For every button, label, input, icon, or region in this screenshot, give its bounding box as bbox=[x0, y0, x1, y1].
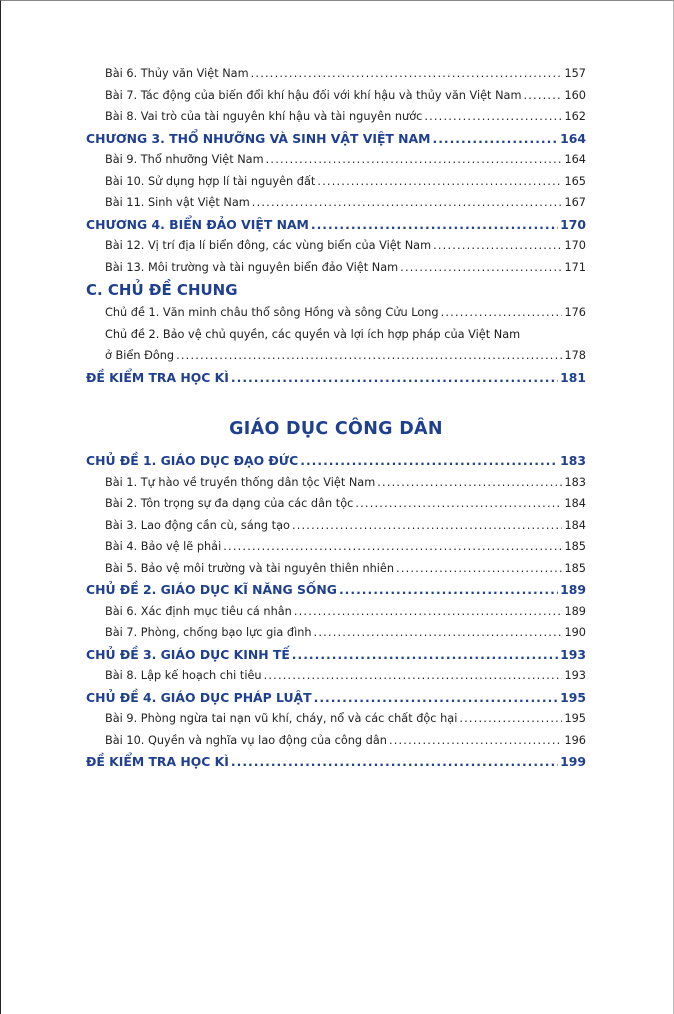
toc-leader-dots bbox=[400, 257, 562, 279]
toc-entry-title: Bài 13. Môi trường và tài nguyên biển đảo Việt Nam bbox=[105, 260, 399, 274]
toc-page-number: 176 bbox=[564, 306, 586, 319]
toc-page-number: 183 bbox=[560, 453, 586, 468]
toc-page-number: 170 bbox=[564, 239, 586, 252]
toc-leader-dots bbox=[314, 622, 563, 644]
toc-entry bbox=[86, 171, 586, 193]
toc-page-number: 181 bbox=[560, 369, 586, 385]
toc-page-number: 193 bbox=[560, 646, 586, 662]
toc-entry-title: Bài 8. Vai trò của tài nguyên khí hậu và tài nguyên nước bbox=[105, 110, 423, 123]
toc-heading bbox=[86, 579, 586, 601]
toc-leader-dots bbox=[355, 493, 562, 515]
toc-entry-title: Bài 9. Thổ nhưỡng Việt Nam bbox=[105, 153, 264, 166]
toc-entry-title: Bài 10. Quyền và nghĩa vụ lao động của công dân bbox=[105, 733, 387, 747]
toc-entry bbox=[86, 302, 586, 324]
toc-part-geography bbox=[86, 63, 586, 388]
toc-leader-dots bbox=[223, 536, 562, 558]
toc-entry bbox=[86, 708, 586, 730]
toc-part-civics bbox=[86, 450, 586, 773]
toc-entry bbox=[86, 192, 586, 214]
toc-entry bbox=[86, 106, 586, 128]
toc-entry bbox=[86, 472, 586, 494]
toc-heading bbox=[86, 687, 586, 709]
toc-leader-dots bbox=[317, 171, 562, 193]
toc-entry-title: Bài 6. Thủy văn Việt Nam bbox=[105, 67, 249, 80]
section-title: GIÁO DỤC CÔNG DÂN bbox=[229, 419, 443, 439]
toc-entry-title: Chủ đề 2. Bảo vệ chủ quyền, các quyền và lợi ích hợp pháp của Việt Nam bbox=[105, 327, 521, 341]
toc-entry-title: CHỦ ĐỀ 3. GIÁO DỤC KINH TẾ bbox=[86, 646, 290, 662]
toc-leader-dots bbox=[294, 601, 563, 623]
toc-entry bbox=[86, 63, 586, 85]
toc-entry-title: Bài 3. Lao động cần cù, sáng tạo bbox=[105, 518, 290, 532]
toc-leader-dots bbox=[523, 85, 562, 107]
toc-entry-title: ở Biển Đông bbox=[105, 349, 175, 362]
toc-page-number: 167 bbox=[564, 196, 586, 209]
toc-leader-dots bbox=[231, 367, 558, 389]
table-of-contents bbox=[86, 63, 586, 773]
toc-heading bbox=[86, 214, 586, 236]
toc-entry-title: Bài 1. Tự hào về truyền thống dân tộc Việt Nam bbox=[105, 475, 376, 489]
toc-leader-dots bbox=[441, 302, 563, 324]
toc-leader-dots bbox=[396, 558, 562, 580]
toc-leader-dots bbox=[377, 472, 562, 494]
toc-entry-title: Bài 4. Bảo vệ lẽ phải bbox=[105, 540, 222, 553]
toc-heading bbox=[86, 367, 586, 389]
toc-leader-dots bbox=[424, 106, 562, 128]
toc-entry bbox=[86, 324, 586, 346]
toc-page-number: 164 bbox=[564, 153, 586, 166]
toc-entry-title: CHỦ ĐỀ 4. GIÁO DỤC PHÁP LUẬT bbox=[86, 689, 312, 705]
toc-leader-dots bbox=[252, 192, 563, 214]
toc-page-number: 195 bbox=[564, 712, 586, 725]
toc-leader-dots bbox=[432, 128, 558, 150]
toc-heading bbox=[86, 128, 586, 150]
toc-leader-dots bbox=[300, 450, 558, 472]
toc-leader-dots bbox=[433, 235, 562, 257]
toc-entry bbox=[86, 622, 586, 644]
toc-entry-title: Bài 12. Vị trí địa lí biển đông, các vùng biển của Việt Nam bbox=[105, 239, 432, 252]
toc-page-number: 165 bbox=[564, 174, 586, 188]
toc-page-number: 196 bbox=[564, 733, 586, 747]
toc-page-number: 185 bbox=[564, 540, 586, 553]
toc-entry-title: Bài 7. Phòng, chống bạo lực gia đình bbox=[105, 626, 312, 639]
toc-heading bbox=[86, 450, 586, 472]
toc-entry-title: ĐỀ KIỂM TRA HỌC KÌ bbox=[86, 369, 229, 385]
toc-leader-dots bbox=[459, 708, 562, 730]
toc-leader-dots bbox=[292, 644, 558, 666]
toc-page-number: 157 bbox=[564, 67, 586, 80]
toc-heading bbox=[86, 278, 586, 302]
toc-leader-dots bbox=[264, 665, 563, 687]
toc-leader-dots bbox=[389, 730, 563, 752]
toc-entry bbox=[86, 149, 586, 171]
toc-entry-title: CHỦ ĐỀ 2. GIÁO DỤC KĨ NĂNG SỐNG bbox=[86, 582, 337, 597]
toc-entry-title: C. CHỦ ĐỀ CHUNG bbox=[86, 281, 238, 299]
toc-entry bbox=[86, 536, 586, 558]
toc-entry bbox=[86, 345, 586, 367]
toc-page-number: 189 bbox=[564, 604, 586, 618]
toc-entry-title: Bài 2. Tôn trọng sự đa dạng của các dân tộc bbox=[105, 497, 354, 510]
toc-entry bbox=[86, 515, 586, 537]
toc-page-number: 199 bbox=[560, 754, 586, 769]
toc-entry-title: CHƯƠNG 3. THỔ NHƯỠNG VÀ SINH VẬT VIỆT NAM bbox=[86, 130, 431, 146]
toc-page-number: 164 bbox=[560, 130, 586, 146]
toc-page-number: 184 bbox=[564, 497, 586, 510]
toc-page-number: 171 bbox=[564, 260, 586, 274]
toc-entry bbox=[86, 730, 586, 752]
toc-entry bbox=[86, 257, 586, 279]
toc-page-number: 160 bbox=[564, 88, 586, 102]
toc-heading bbox=[86, 644, 586, 666]
toc-page-number: 162 bbox=[564, 110, 586, 123]
toc-entry-title: Bài 9. Phòng ngừa tai nạn vũ khí, cháy, nổ và các chất độc hại bbox=[105, 712, 458, 725]
toc-entry bbox=[86, 558, 586, 580]
toc-page-number: 185 bbox=[564, 561, 586, 575]
toc-page-number: 189 bbox=[560, 582, 586, 597]
toc-page-number: 190 bbox=[564, 626, 586, 639]
toc-entry-title: CHỦ ĐỀ 1. GIÁO DỤC ĐẠO ĐỨC bbox=[86, 453, 299, 468]
toc-entry-title: CHƯƠNG 4. BIỂN ĐẢO VIỆT NAM bbox=[86, 216, 309, 232]
toc-entry-title: ĐỀ KIỂM TRA HỌC KÌ bbox=[86, 754, 229, 769]
toc-leader-dots bbox=[266, 149, 563, 171]
toc-page-number: 193 bbox=[564, 669, 586, 682]
toc-entry bbox=[86, 601, 586, 623]
toc-heading bbox=[86, 751, 586, 773]
toc-entry bbox=[86, 85, 586, 107]
toc-leader-dots bbox=[251, 63, 563, 85]
toc-entry-title: Bài 11. Sinh vật Việt Nam bbox=[105, 196, 250, 209]
toc-page-number: 183 bbox=[564, 475, 586, 489]
toc-entry-title: Bài 8. Lập kế hoạch chi tiêu bbox=[105, 669, 262, 682]
toc-leader-dots bbox=[314, 687, 559, 709]
toc-leader-dots bbox=[292, 515, 563, 537]
toc-page-number: 178 bbox=[564, 349, 586, 362]
toc-leader-dots bbox=[231, 751, 558, 773]
toc-leader-dots bbox=[339, 579, 558, 601]
toc-page-number: 195 bbox=[560, 689, 586, 705]
toc-entry-title: Chủ đề 1. Văn minh châu thổ sông Hồng và sông Cửu Long bbox=[105, 306, 439, 319]
toc-leader-dots bbox=[176, 345, 562, 367]
toc-entry-title: Bài 10. Sử dụng hợp lí tài nguyên đất bbox=[105, 174, 316, 188]
toc-page-number: 184 bbox=[564, 518, 586, 532]
toc-entry bbox=[86, 235, 586, 257]
toc-page-number: 170 bbox=[560, 216, 586, 232]
toc-entry bbox=[86, 665, 586, 687]
toc-leader-dots bbox=[311, 214, 558, 236]
toc-entry-title: Bài 7. Tác động của biến đổi khí hậu đối với khí hậu và thủy văn Việt Nam bbox=[105, 88, 522, 102]
toc-entry-title: Bài 5. Bảo vệ môi trường và tài nguyên thiên nhiên bbox=[105, 561, 395, 575]
toc-entry-title: Bài 6. Xác định mục tiêu cá nhân bbox=[105, 604, 292, 618]
toc-entry bbox=[86, 493, 586, 515]
